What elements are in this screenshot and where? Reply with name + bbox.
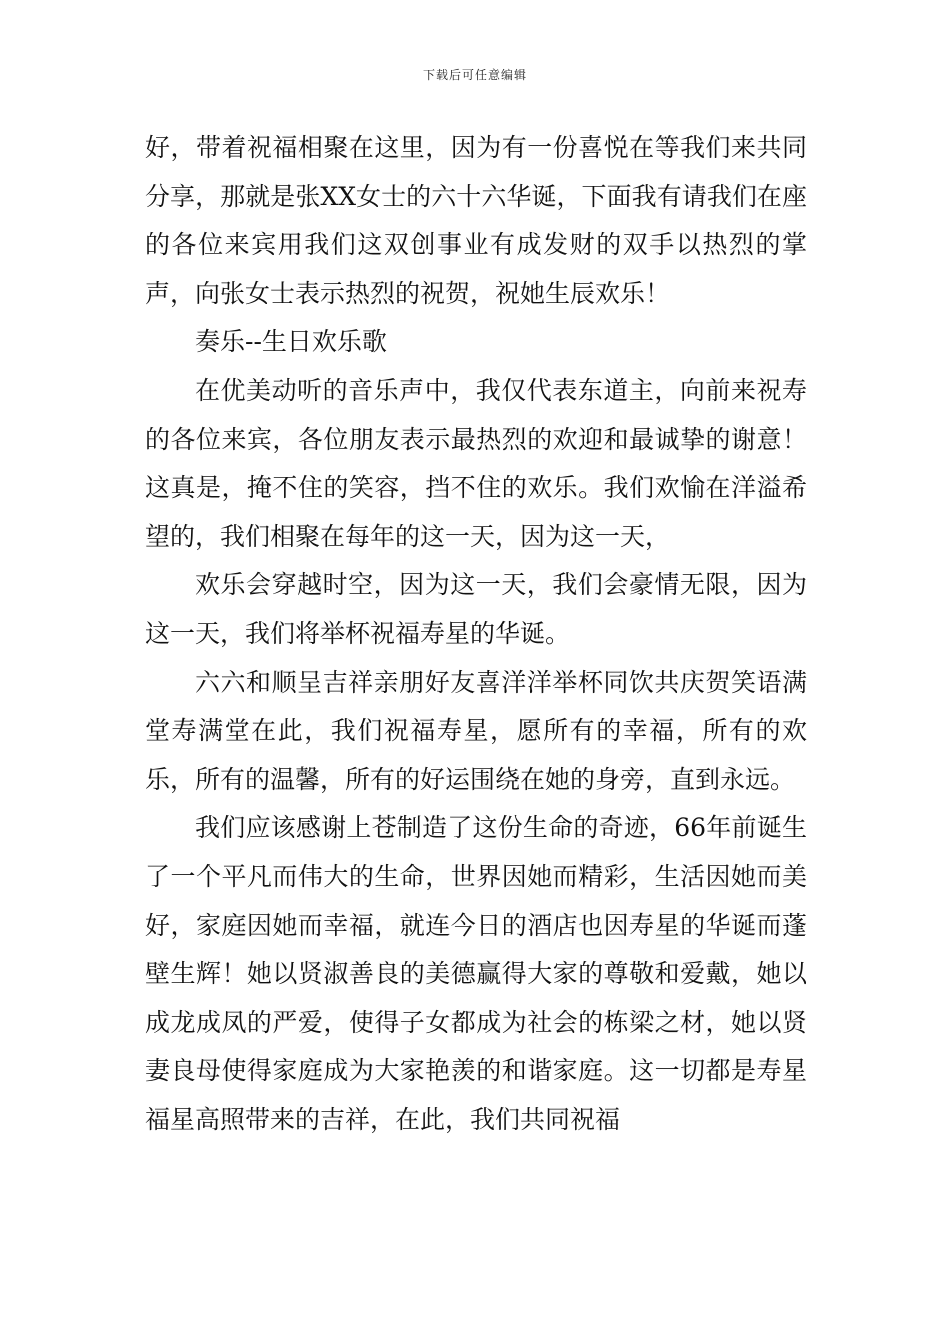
paragraph: 欢乐会穿越时空，因为这一天，我们会豪情无限，因为这一天，我们将举杯祝福寿星的华诞。: [145, 570, 807, 648]
paragraph: 我们应该感谢上苍制造了这份生命的奇迹，66年前诞生了一个平凡而伟大的生命，世界因她而精彩，生活因她而美好，家庭因她而幸福，就连今日的酒店也因寿星的华诞而蓬壁生辉！她以贤淑善良的美德赢得大家的尊敬和爱戴，她以成龙成凤的严爱，使得子女都成为社会的栋梁之材，她以贤妻良母使得家庭成为大家艳羡的和谐家庭。这一切都是寿星福星高照带来的吉祥，在此，我们共同祝福: [145, 813, 807, 1134]
page-header-note: 下载后可任意编辑: [422, 68, 527, 82]
document-body: [145, 124, 807, 1144]
paragraph: 奏乐--生日欢乐歌: [195, 327, 387, 357]
paragraph: 六六和顺呈吉祥亲朋好友喜洋洋举杯同饮共庆贺笑语满堂寿满堂在此，我们祝福寿星，愿所有的幸福，所有的欢乐，所有的温馨，所有的好运围绕在她的身旁，直到永远。: [145, 667, 807, 794]
paragraph: 在优美动听的音乐声中，我仅代表东道主，向前来祝寿的各位来宾，各位朋友表示最热烈的欢迎和最诚挚的谢意！这真是，掩不住的笑容，挡不住的欢乐。我们欢愉在洋溢希望的，我们相聚在每年的这一天，因为这一天，: [145, 375, 807, 551]
paragraph: 好，带着祝福相聚在这里，因为有一份喜悦在等我们来共同分享，那就是张XX女士的六十六华诞，下面我有请我们在座的各位来宾用我们这双创事业有成发财的双手以热烈的掌声，向张女士表示热烈的祝贺，祝她生辰欢乐！: [145, 133, 807, 308]
